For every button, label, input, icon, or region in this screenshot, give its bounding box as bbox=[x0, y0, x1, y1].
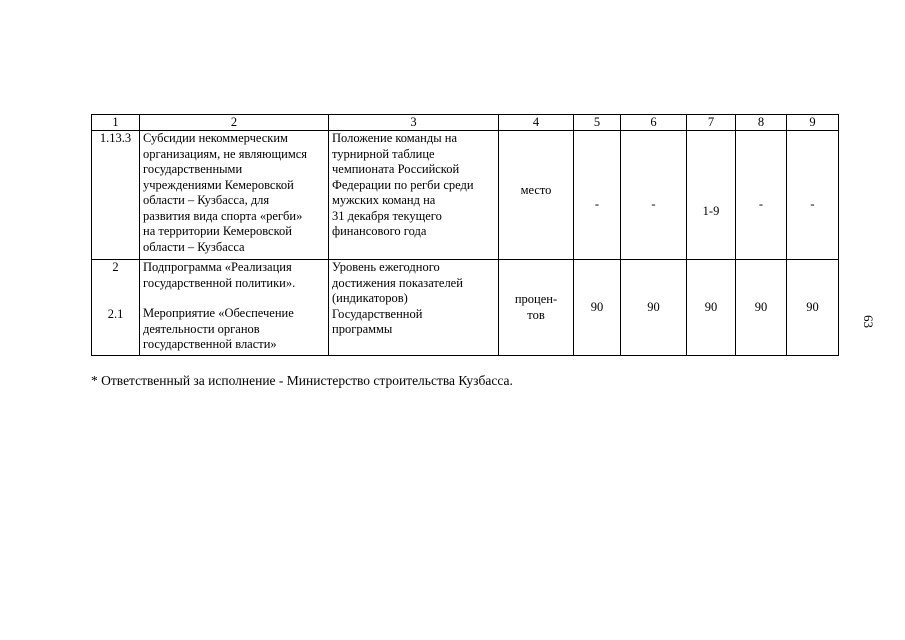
value-cell-6: - bbox=[621, 131, 687, 260]
header-cell-1: 1 bbox=[92, 115, 140, 131]
value-cell-6: 90 bbox=[621, 260, 687, 356]
header-cell-5: 5 bbox=[574, 115, 621, 131]
value-cell-9: - bbox=[787, 131, 839, 260]
row-number: 2 2.1 bbox=[92, 260, 140, 356]
value-cell-8: - bbox=[736, 131, 787, 260]
unit-cell: процен- тов bbox=[499, 260, 574, 356]
unit-value: место bbox=[520, 183, 552, 197]
header-cell-2: 2 bbox=[140, 115, 329, 131]
value-cell-5: - bbox=[574, 131, 621, 260]
value-cell-9: 90 bbox=[787, 260, 839, 356]
event-cell: Субсидии некоммерческим организациям, не являющимся государственными учреждениями Кемеровской области – Кузбасса, для развития вида спорта «регби» на территории Кемеровской области – Кузбасса bbox=[140, 131, 329, 260]
table-row bbox=[92, 260, 839, 356]
header-row bbox=[92, 115, 839, 131]
event-cell: Подпрограмма «Реализация государственной политики». Мероприятие «Обеспечение деятельности органов государственной власти» bbox=[140, 260, 329, 356]
header-cell-9: 9 bbox=[787, 115, 839, 131]
header-cell-6: 6 bbox=[621, 115, 687, 131]
indicator-table bbox=[91, 114, 839, 356]
value-cell-5: 90 bbox=[574, 260, 621, 356]
indicator-cell: Положение команды на турнирной таблице чемпионата Российской Федерации по регби среди мужских команд на 31 декабря текущего финансового года bbox=[329, 131, 499, 260]
page-number: 63 bbox=[861, 315, 876, 328]
footnote: * Ответственный за исполнение - Министерство строительства Кузбасса. bbox=[91, 373, 513, 388]
row-number: 1.13.3 bbox=[92, 131, 140, 260]
value-cell-7: 90 bbox=[687, 260, 736, 356]
value-cell-8: 90 bbox=[736, 260, 787, 356]
header-cell-8: 8 bbox=[736, 115, 787, 131]
unit-cell bbox=[499, 131, 574, 260]
indicator-cell: Уровень ежегодного достижения показателей (индикаторов) Государственной программы bbox=[329, 260, 499, 356]
header-cell-3: 3 bbox=[329, 115, 499, 131]
header-cell-7: 7 bbox=[687, 115, 736, 131]
table-row bbox=[92, 131, 839, 260]
header-cell-4: 4 bbox=[499, 115, 574, 131]
value-cell-7: 1-9 bbox=[687, 131, 736, 260]
